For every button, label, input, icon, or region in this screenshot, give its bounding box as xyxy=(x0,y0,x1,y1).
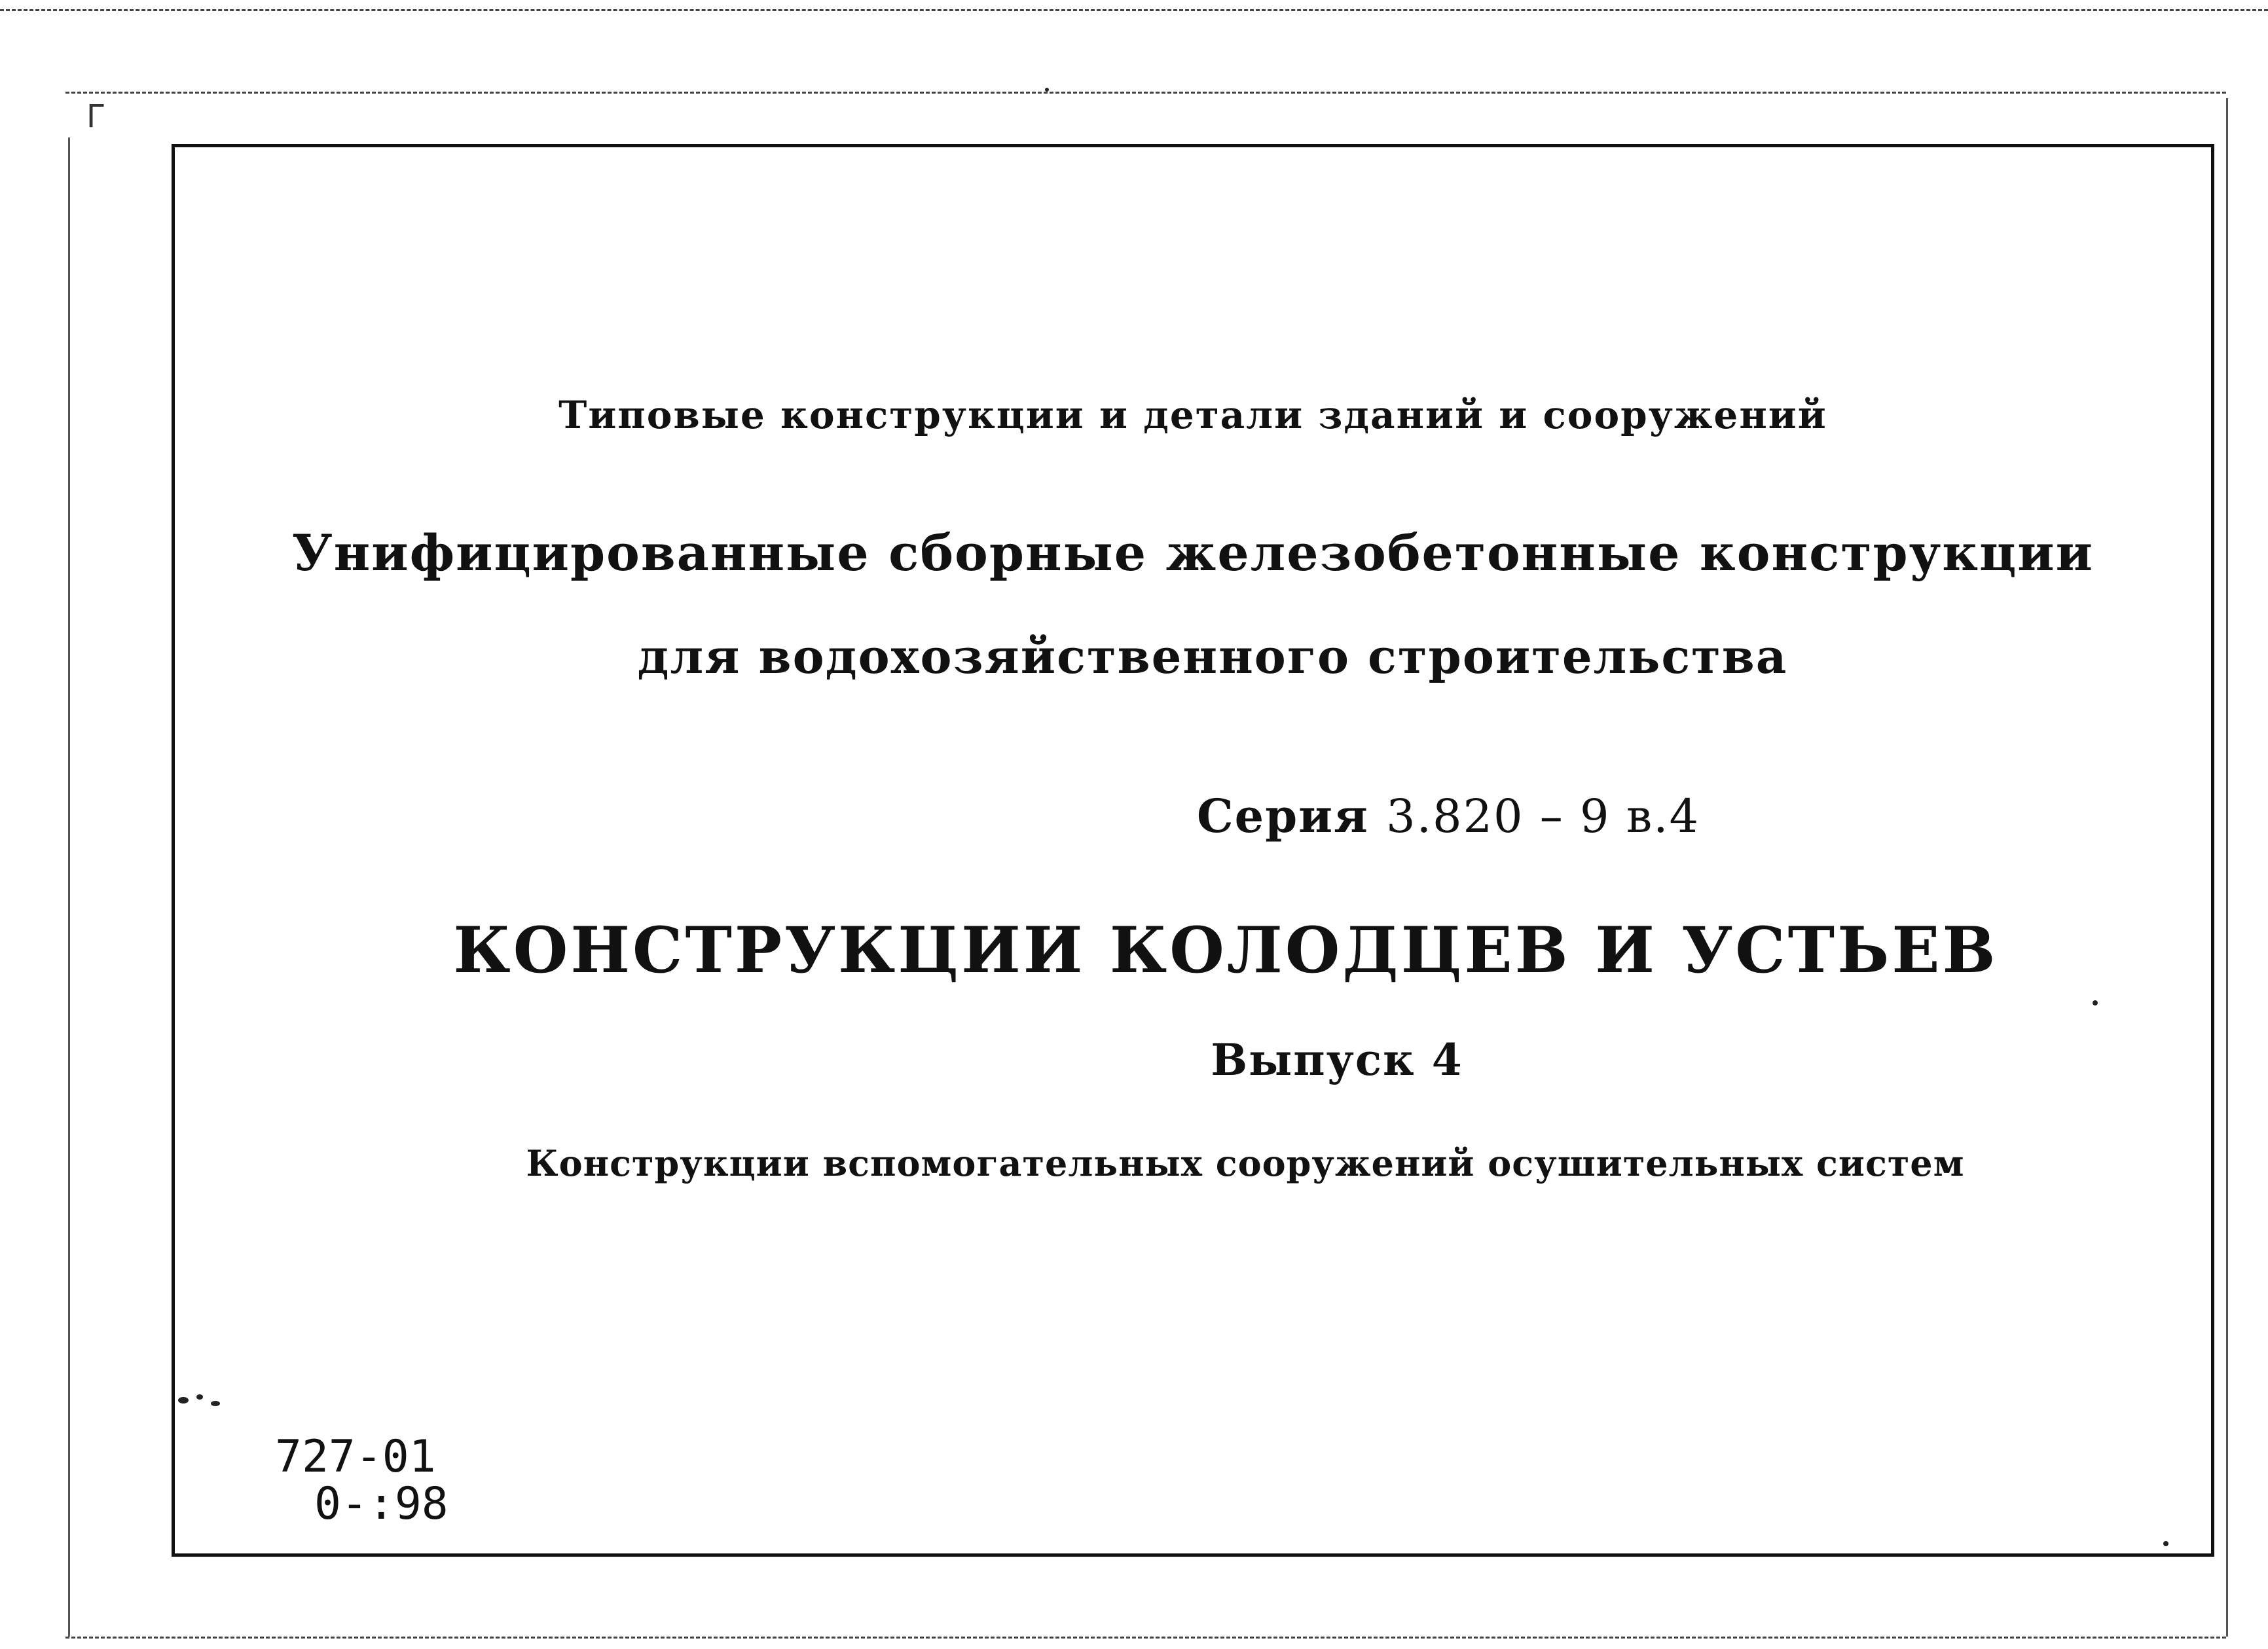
series-label: Серия xyxy=(1196,789,1369,843)
issue-line: Выпуск 4 xyxy=(1211,1034,1463,1085)
scan-speck xyxy=(211,1401,220,1406)
scan-outer-right-line xyxy=(2226,98,2228,1637)
scan-top-edge xyxy=(0,9,2268,11)
scan-speck xyxy=(196,1394,203,1400)
main-title: КОНСТРУКЦИИ КОЛОДЦЕВ И УСТЬЕВ xyxy=(453,913,1998,987)
drawing-frame xyxy=(172,144,2214,1557)
inventory-stamp xyxy=(275,1431,448,1530)
purpose-line: для водохозяйственного строительства xyxy=(637,628,1788,684)
scan-speck xyxy=(1045,88,1049,92)
scan-outer-left-line xyxy=(68,137,70,1637)
corner-tick-mark: Г xyxy=(86,98,106,135)
scan-speck xyxy=(178,1397,189,1404)
unified-line: Унифицированные сборные железобетонные конструкции xyxy=(291,524,2094,582)
scan-speck xyxy=(2163,1541,2168,1546)
scan-outer-bottom-line xyxy=(65,1637,2226,1639)
subject-line: Конструкции вспомогательных сооружений осушительных систем xyxy=(526,1142,1965,1184)
scan-outer-top-line xyxy=(65,92,2226,94)
scan-speck xyxy=(2093,1000,2098,1006)
series-line xyxy=(172,789,2268,843)
standard-line: Типовые конструкции и детали зданий и сооружений xyxy=(558,393,1827,437)
stamp-line-1: 727-01 xyxy=(275,1431,436,1483)
series-number: 3.820 – 9 в.4 xyxy=(1386,789,1700,843)
stamp-line-2: 0-:98 xyxy=(314,1478,448,1530)
